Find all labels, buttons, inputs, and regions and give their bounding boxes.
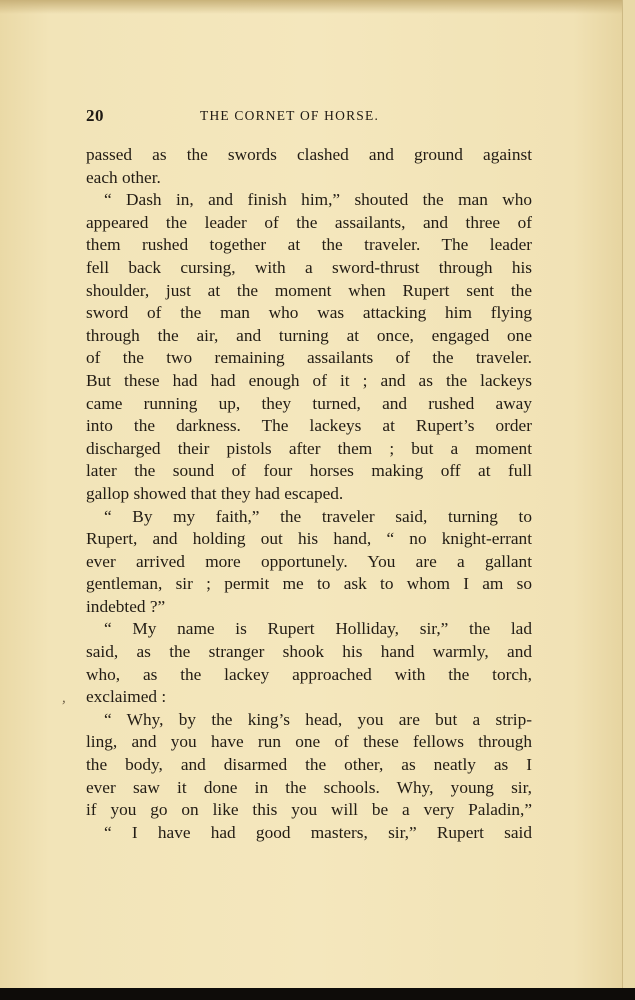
text-line: indebted ?” — [86, 596, 166, 616]
text-line: if you go on like this you will be a very Paladin,” — [86, 800, 532, 820]
text-line: gallop showed that they had escaped. — [86, 483, 344, 503]
text-line: “ Dash in, and finish him,” shouted the man who — [104, 190, 532, 210]
text-line: appeared the leader of the assailants, and three of — [86, 212, 532, 232]
text-line: sword of the man who was attacking him flying — [86, 303, 532, 323]
text-line: who, as the lackey approached with the torch, — [86, 664, 532, 684]
text-line: passed as the swords clashed and ground against — [86, 145, 532, 164]
text-line: fell back cursing, with a sword-thrust through his — [86, 257, 532, 277]
page-right-edge — [622, 0, 635, 1000]
page-number: 20 — [86, 106, 104, 125]
text-line: “ My name is Rupert Holliday, sir,” the lad — [104, 619, 532, 639]
page-bottom-edge — [0, 988, 635, 1000]
text-line: gentleman, sir ; permit me to ask to whom I am so — [86, 574, 532, 594]
text-line: came running up, they turned, and rushed away — [86, 393, 532, 413]
text-line: said, as the stranger shook his hand warmly, and — [86, 642, 532, 662]
text-line: ever arrived more opportunely. You are a gallant — [86, 551, 532, 571]
running-header — [86, 104, 530, 128]
body-text — [86, 144, 532, 844]
text-line: “ I have had good masters, sir,” Rupert said — [104, 822, 532, 842]
text-line: “ By my faith,” the traveler said, turning to — [104, 506, 532, 526]
margin-mark: , — [62, 690, 66, 706]
text-line: later the sound of four horses making off at full — [86, 461, 532, 481]
text-line: of the two remaining assailants of the traveler. — [86, 348, 532, 368]
text-line: shoulder, just at the moment when Rupert sent the — [86, 280, 532, 300]
text-line: exclaimed : — [86, 687, 167, 707]
text-line: But these had had enough of it ; and as the lackeys — [86, 370, 532, 390]
text-line: Rupert, and holding out his hand, “ no knight-errant — [86, 529, 532, 549]
text-line: them rushed together at the traveler. The leader — [86, 235, 532, 255]
text-line: the body, and disarmed the other, as neatly as I — [86, 755, 532, 775]
text-line: ling, and you have run one of these fellows through — [86, 732, 532, 752]
text-line: each other. — [86, 167, 161, 187]
text-line: “ Why, by the king’s head, you are but a strip- — [104, 709, 532, 729]
text-line: into the darkness. The lackeys at Rupert’s order — [86, 416, 532, 436]
text-line: through the air, and turning at once, engaged one — [86, 325, 532, 345]
text-line: ever saw it done in the schools. Why, young sir, — [86, 777, 532, 797]
running-title: THE CORNET OF HORSE. — [200, 108, 380, 123]
text-line: discharged their pistols after them ; but a moment — [86, 438, 532, 458]
